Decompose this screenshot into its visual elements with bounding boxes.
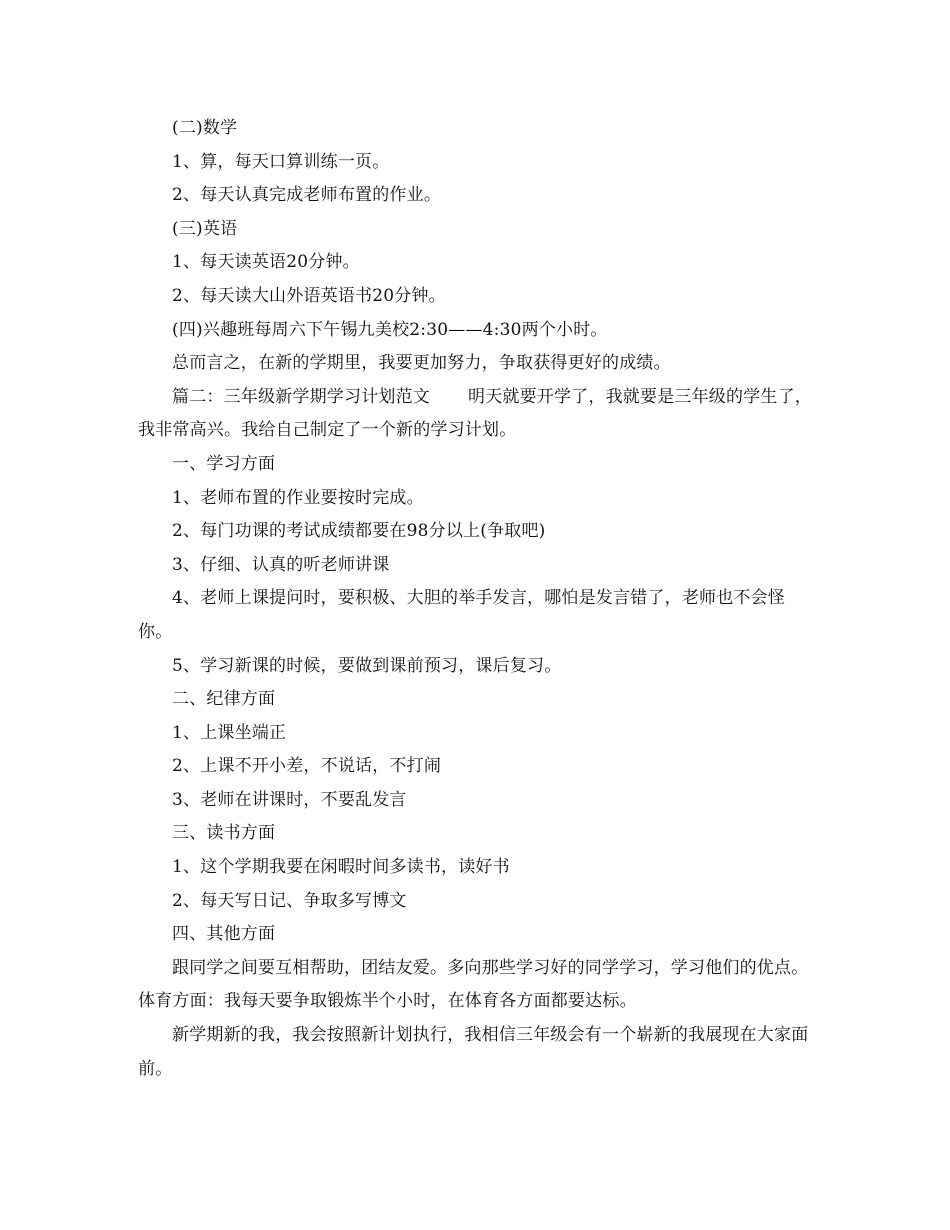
list-item: 3、老师在讲课时，不要乱发言 [172, 789, 407, 810]
list-item: 2、上课不开小差，不说话，不打闹 [172, 756, 442, 777]
section-two-paragraph [138, 381, 818, 448]
list-item: 2、每天写日记、争取多写博文 [172, 890, 407, 911]
heading-interest-class: (四)兴趣班每周六下午锡九美校2:30——4:30两个小时。 [172, 319, 608, 340]
list-item: 2、每天认真完成老师布置的作业。 [172, 185, 442, 206]
list-item: 1、老师布置的作业要按时完成。 [172, 487, 424, 508]
paragraph-summary: 总而言之，在新的学期里，我要更加努力，争取获得更好的成绩。 [172, 353, 671, 374]
heading-other: 四、其他方面 [172, 924, 276, 945]
section-two-title: 篇二：三年级新学期学习计划范文 [172, 386, 430, 407]
list-item: 5、学习新课的时候，要做到课前预习，课后复习。 [172, 655, 562, 676]
document-body [138, 112, 818, 1086]
paragraph-conclusion: 新学期新的我，我会按照新计划执行，我相信三年级会有一个崭新的我展现在大家面前。 [138, 1025, 809, 1079]
section-two-intro: 明天就要开学了，我就要是三年级的学生了，我非常高兴。我给自己制定了一个新的学习计划。 [138, 386, 812, 441]
paragraph-other: 跟同学之间要互相帮助，团结友爱。多向那些学习好的同学学习，学习他们的优点。体育方面：我每天要争取锻炼半个小时，在体育各方面都要达标。 [138, 957, 809, 1012]
list-item: 2、每天读大山外语英语书20分钟。 [172, 285, 446, 306]
list-item: 1、每天读英语20分钟。 [172, 252, 360, 273]
list-item: 1、算，每天口算训练一页。 [172, 151, 390, 172]
heading-study: 一、学习方面 [172, 453, 276, 474]
list-item: 2、每门功课的考试成绩都要在98分以上(争取吧) [172, 521, 546, 542]
list-item: 4、老师上课提问时，要积极、大胆的举手发言，哪怕是发言错了，老师也不会怪你。 [138, 588, 786, 642]
list-item: 3、仔细、认真的听老师讲课 [172, 554, 390, 575]
heading-english: (三)英语 [172, 218, 238, 239]
list-item: 1、上课坐端正 [172, 722, 287, 743]
heading-discipline: 二、纪律方面 [172, 689, 276, 710]
list-item: 1、这个学期我要在闲暇时间多读书，读好书 [172, 857, 510, 878]
heading-math: (二)数学 [172, 118, 238, 138]
heading-reading: 三、读书方面 [172, 823, 276, 844]
